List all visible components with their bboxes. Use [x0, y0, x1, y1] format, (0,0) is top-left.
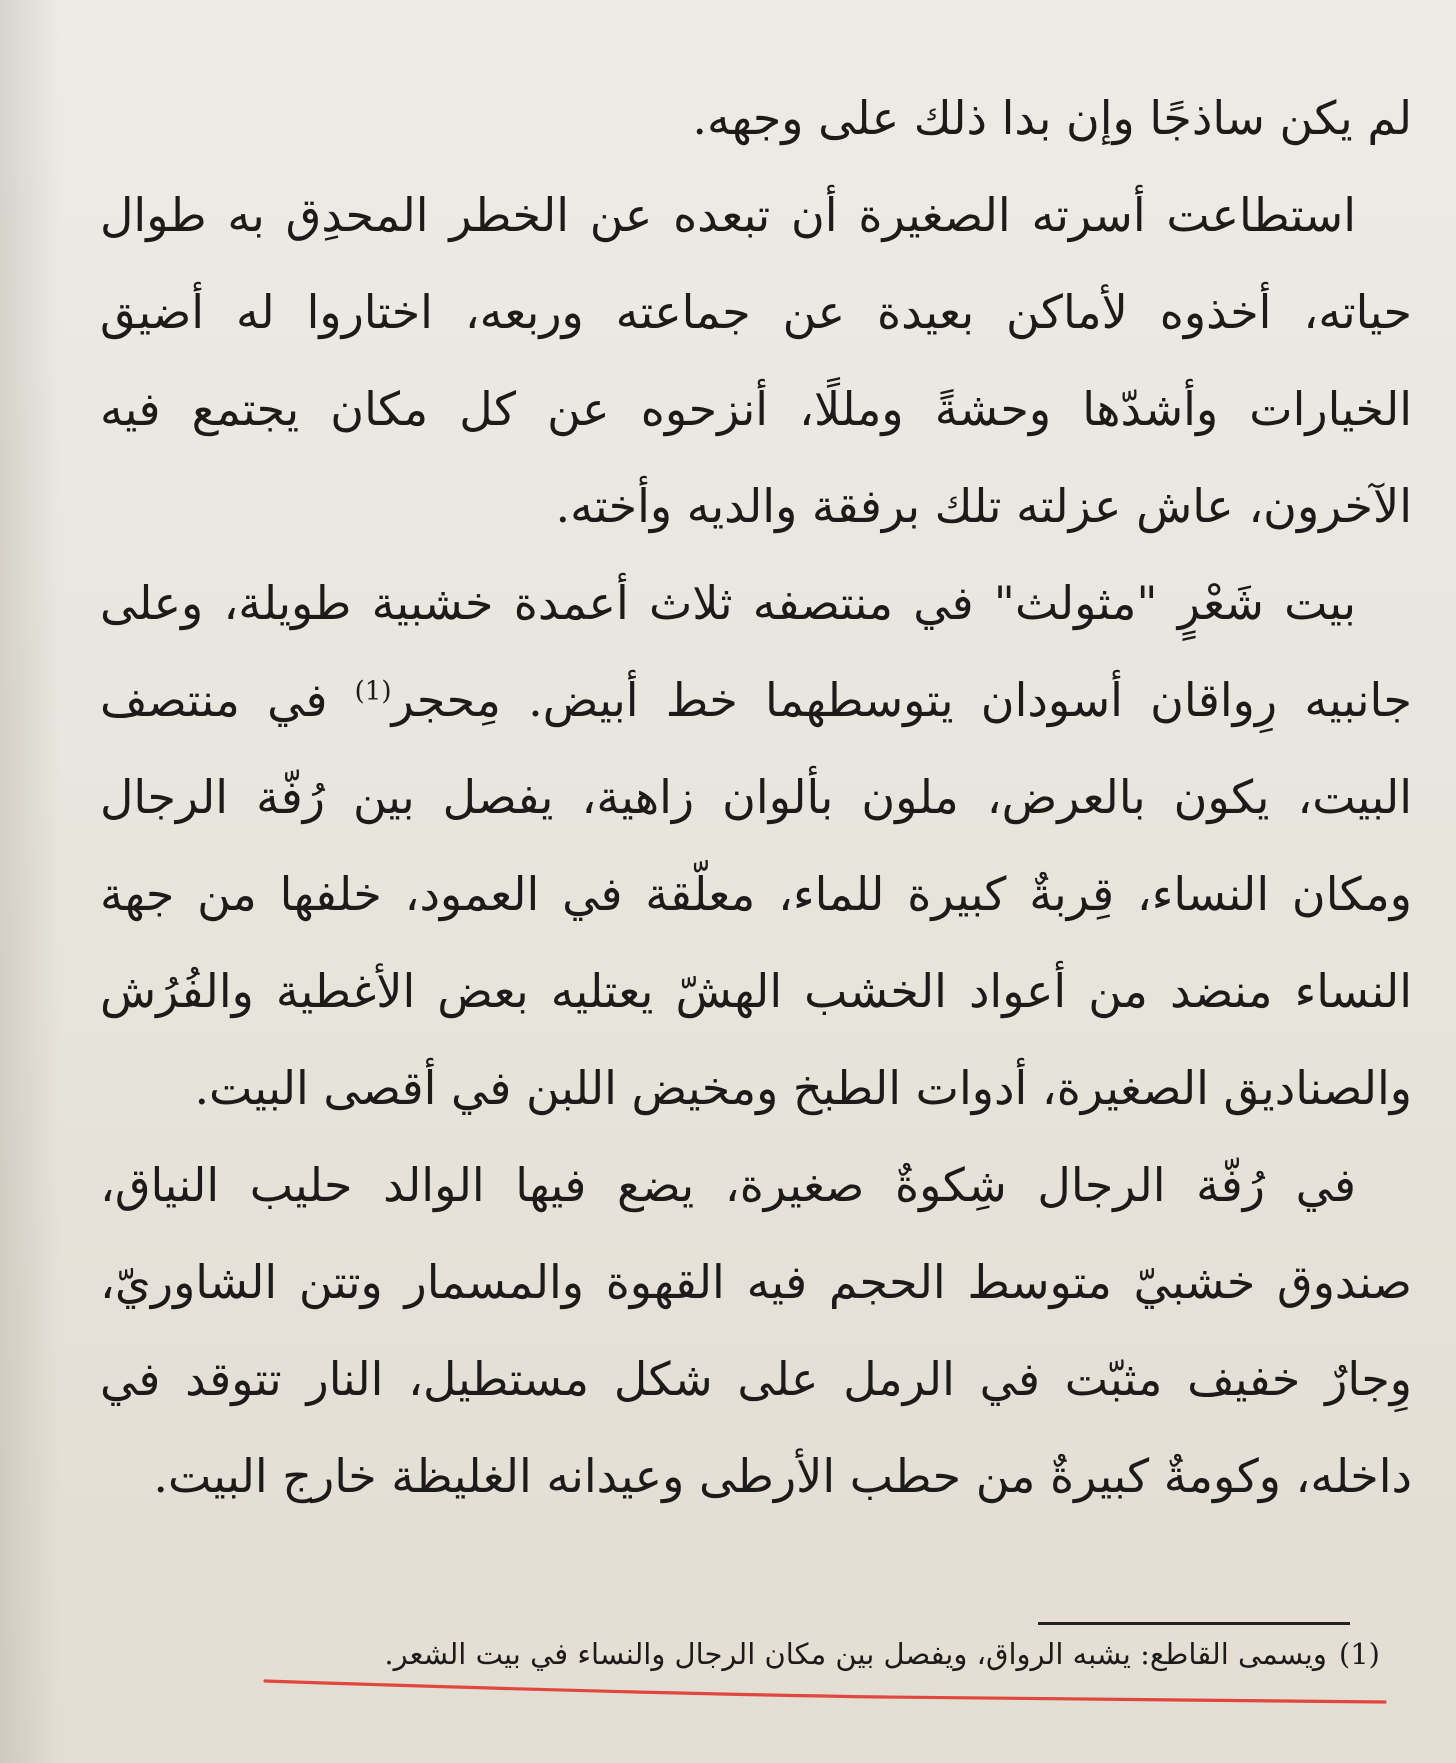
paragraph-3-part-b: في منتصف البيت، يكون بالعرض، ملون بألوان زاهية، يفصل بين رُفّة الرجال ومكان النساء، قِربةٌ كبيرة للماء، معلّقة في العمود، خلفها من جهة النساء منضد من أعواد الخشب الهشّ يعتليه بعض الأغطية والفُرُش والصناديق الصغيرة، أدوات الطبخ ومخيض اللبن في أقصى البيت. [100, 673, 1412, 1115]
body-text [100, 70, 1412, 1525]
footnote-text: ويسمى القاطع: يشبه الرواق، ويفصل بين مكان الرجال والنساء في بيت الشعر. [384, 1637, 1327, 1671]
footnote-reference: (1) [354, 676, 392, 707]
footnote-marker: (1) [1338, 1637, 1380, 1671]
paragraph-2: استطاعت أسرته الصغيرة أن تبعده عن الخطر المحدِق به طوال حياته، أخذوه لأماكن بعيدة عن جماعته وربعه، اختاروا له أضيق الخيارات وأشدّها وحشةً ومللًا، أنزحوه عن كل مكان يجتمع فيه الآخرون، عاش عزلته تلك برفقة والديه وأخته. [100, 188, 1412, 533]
paragraph-3 [100, 555, 1412, 1137]
red-pen-stroke [265, 1681, 1385, 1702]
red-pen-underline [263, 1677, 1387, 1707]
footnote [270, 1632, 1380, 1676]
paragraph-4: في رُفّة الرجال شِكوةٌ صغيرة، يضع فيها الوالد حليب النياق، صندوق خشبيّ متوسط الحجم فيه القهوة والمسمار وتتن الشاوريّ، وِجارٌ خفيف مثبّت في الرمل على شكل مستطيل، النار تتوقد في داخله، وكومةٌ كبيرةٌ من حطب الأرطى وعيدانه الغليظة خارج البيت. [100, 1158, 1412, 1503]
paragraph-1: لم يكن ساذجًا وإن بدا ذلك على وجهه. [692, 91, 1412, 145]
footnote-separator [1038, 1622, 1350, 1625]
page-spine-shadow [0, 0, 60, 1763]
paragraph-3-part-a: بيت شَعْرٍ "مثولث" في منتصفه ثلاث أعمدة خشبية طويلة، وعلى جانبيه رِواقان أسودان يتوسطهما خط أبيض. مِحجر [100, 576, 1412, 727]
